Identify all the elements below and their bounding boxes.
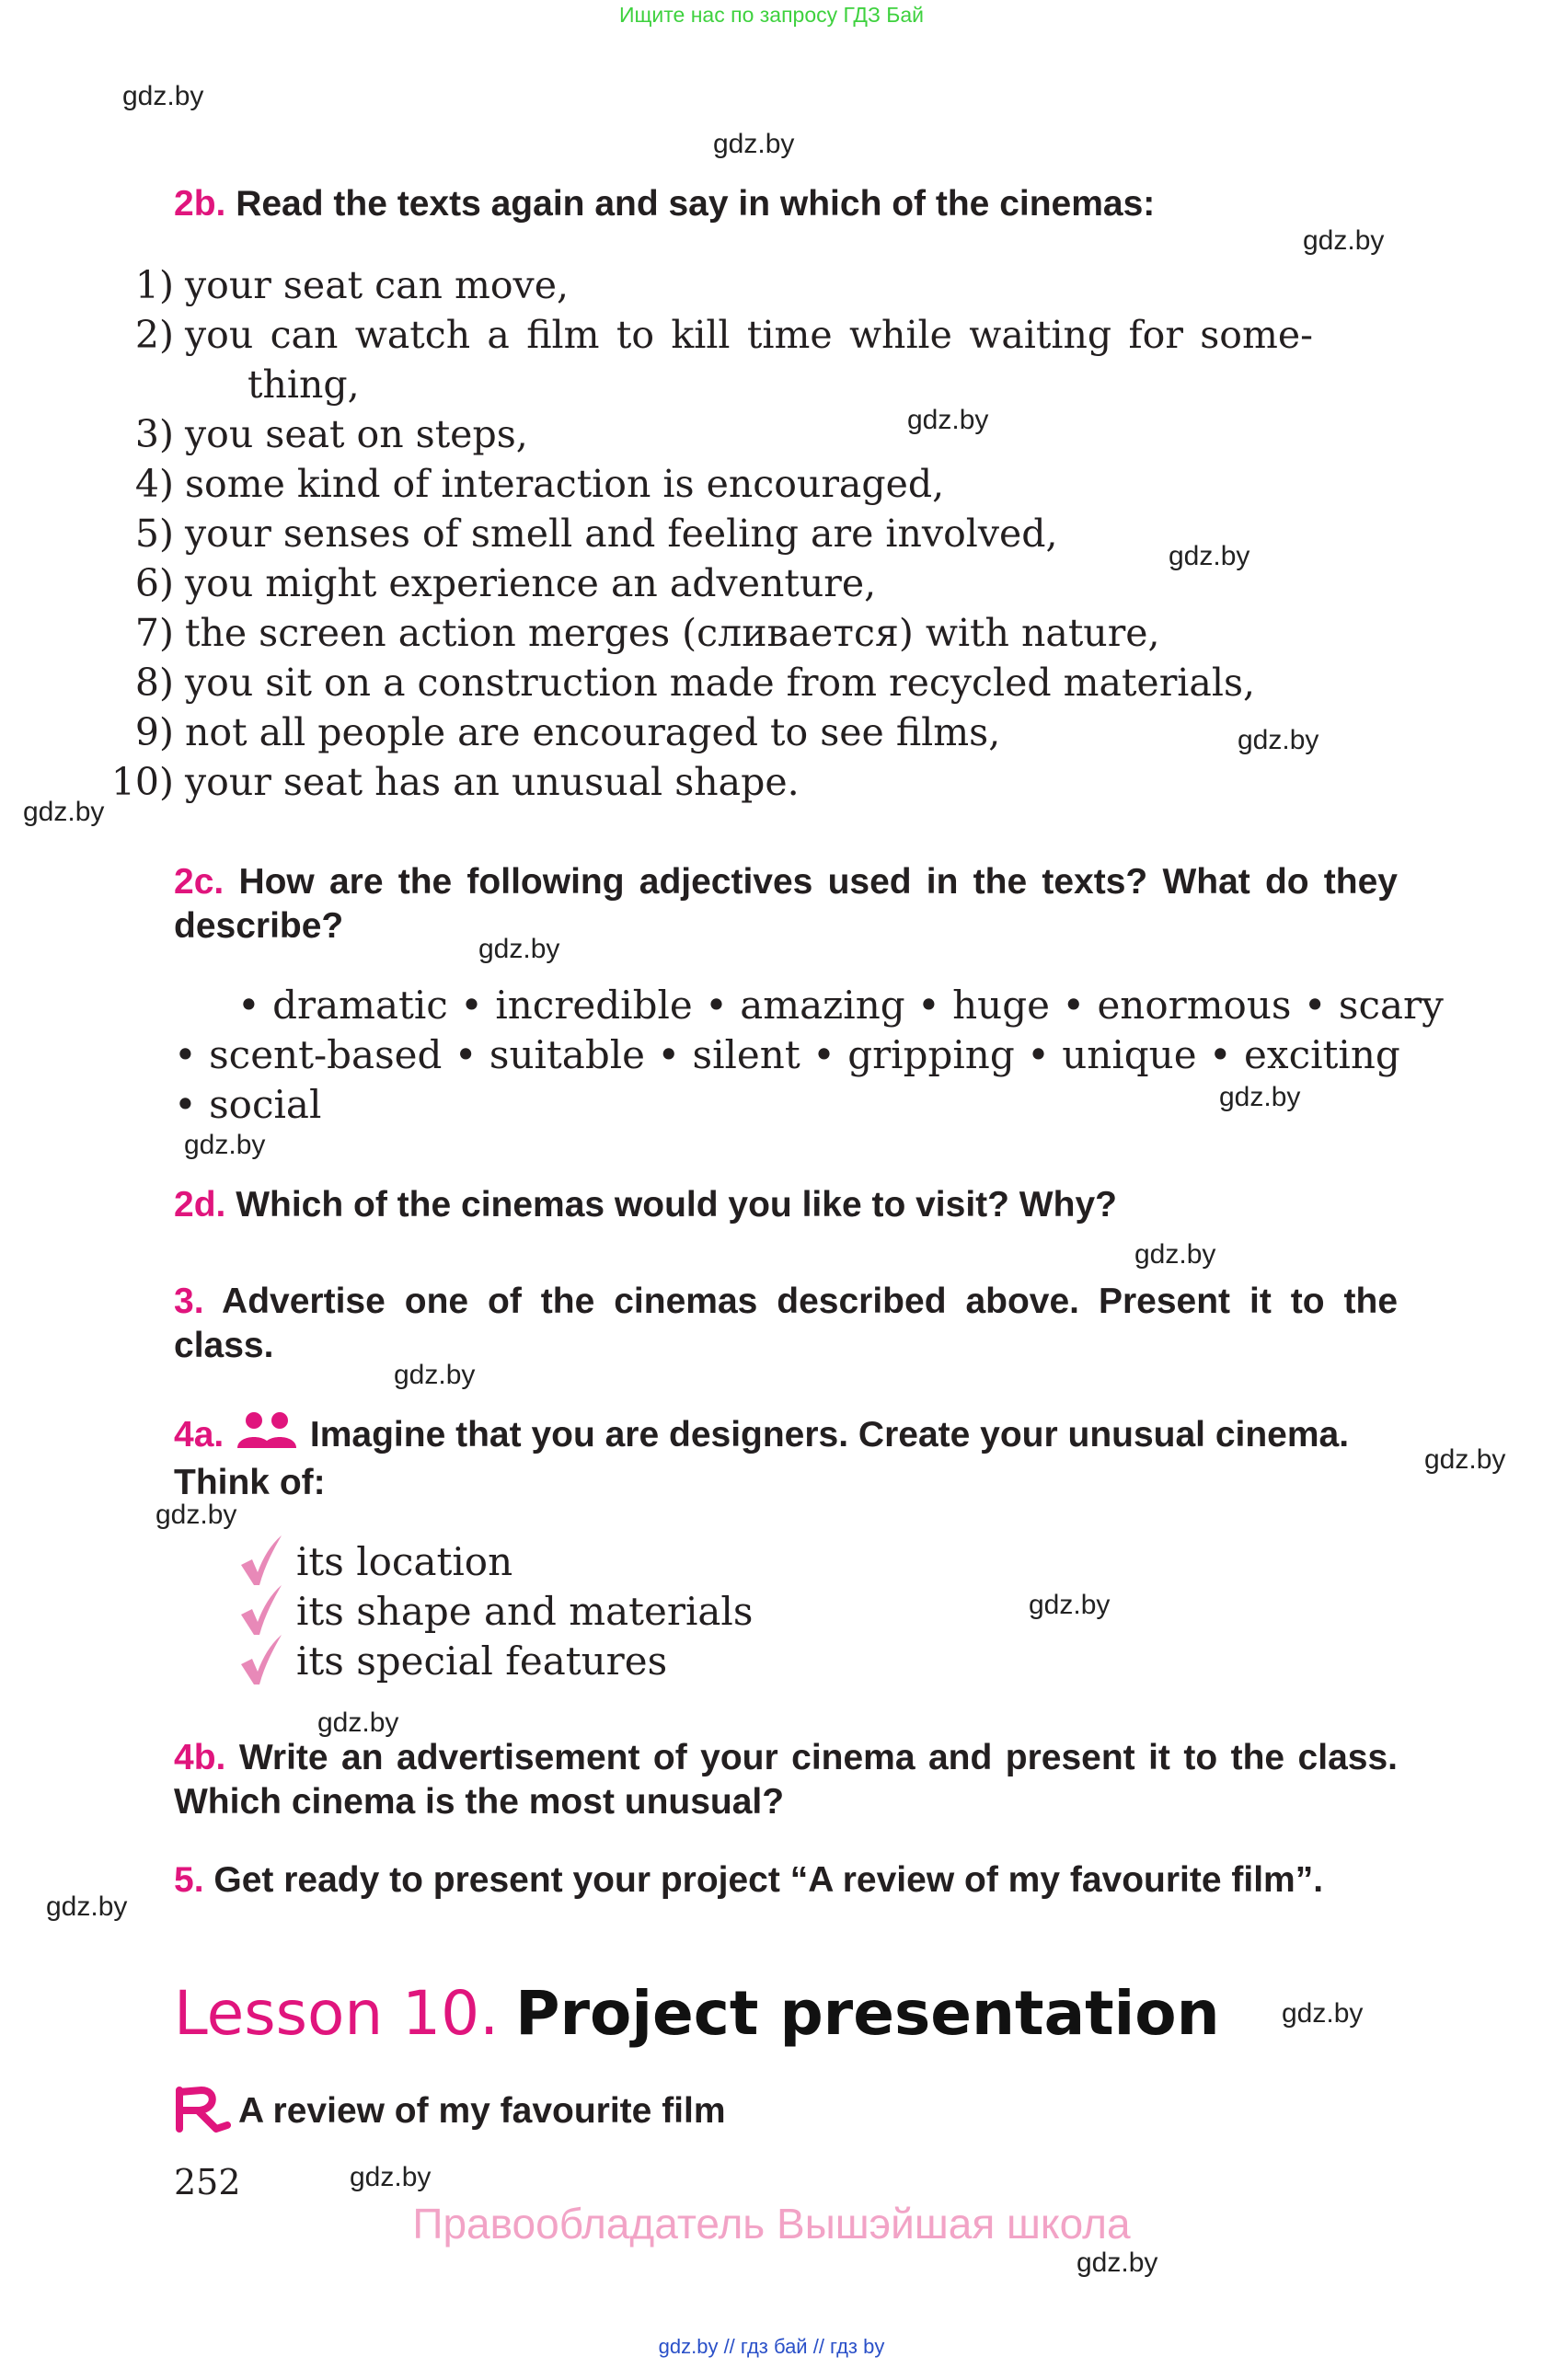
watermark: gdz.by [1282,1998,1364,2029]
watermark: gdz.by [155,1500,237,1530]
checkmark-icon [237,1583,285,1638]
list-item: 2) you can watch a film to kill time while waiting for some- [134,313,1313,357]
task-number: 2b. [174,184,226,224]
task-2c-heading [174,860,1398,949]
list-item: 10) your seat has an unusual shape. [110,760,800,804]
task-4b-heading [174,1736,1398,1824]
page-number: 252 [174,2162,241,2202]
task-text: Get ready to present your project “A review of my favourite film”. [213,1860,1324,1900]
watermark: gdz.by [1238,725,1319,755]
watermark: gdz.by [713,129,795,159]
task-3-heading [174,1280,1398,1368]
checklist-item: its special features [237,1636,667,1685]
adjective-list-line-1: • dramatic • incredible • amazing • huge • enormous • scary [237,983,1444,1028]
lesson-heading [174,1978,1220,2049]
lesson-title: Project presentation [515,1978,1220,2049]
task-number: 4a. [174,1415,225,1454]
copyright-watermark: Правообладатель Вышэйшая школа [412,2200,1131,2248]
lesson-number: Lesson 10. [174,1978,500,2049]
list-item: 4) some kind of interaction is encouraged, [134,462,945,506]
task-text: Write an advertisement of your cinema and present it to the class. Which cinema is the most unusual? [174,1738,1398,1822]
footer-links[interactable]: gdz.by // гдз бай // гдз by [658,2335,885,2358]
list-item: 1) your seat can move, [134,263,570,307]
checkmark-icon [237,1633,285,1688]
list-item: 6) you might experience an adventure, [134,561,877,605]
watermark: gdz.by [46,1891,128,1922]
review-line [174,2087,726,2136]
watermark: gdz.by [394,1360,476,1390]
review-r-icon [174,2087,231,2136]
watermark: gdz.by [907,405,989,435]
task-text: Which of the cinemas would you like to visit? Why? [236,1185,1117,1224]
task-2b-heading [174,182,1398,226]
task-5-heading [174,1858,1398,1903]
task-text: Read the texts again and say in which of the cinemas: [236,184,1156,224]
list-item: 5) your senses of smell and feeling are involved, [134,512,1058,556]
checklist-item: its location [237,1536,512,1586]
watermark: gdz.by [1219,1082,1301,1112]
checkmark-icon [237,1534,285,1589]
task-4a-heading [174,1411,1398,1505]
watermark: gdz.by [1303,225,1385,256]
task-number: 3. [174,1282,204,1321]
task-number: 4b. [174,1738,226,1777]
task-text: How are the following adjectives used in the texts? What do they describe? [174,862,1398,946]
task-2d-heading [174,1183,1398,1227]
watermark: gdz.by [1169,541,1250,571]
list-item-continuation: thing, [248,362,360,407]
watermark: gdz.by [478,934,560,964]
adjective-list-line-3: • social [174,1082,322,1127]
adjective-list-line-2: • scent-based • suitable • silent • gripping • unique • exciting [174,1032,1400,1077]
task-number: 2c. [174,862,225,902]
task-text: Advertise one of the cinemas described above. Present it to the class. [174,1282,1399,1365]
watermark: gdz.by [122,81,204,111]
checklist-item: its shape and materials [237,1586,753,1636]
task-number: 5. [174,1860,204,1900]
watermark: gdz.by [184,1130,266,1160]
watermark: gdz.by [350,2162,432,2192]
list-item: 3) you seat on steps, [134,412,528,456]
task-text: Imagine that you are designers. Create your unusual cinema. Think of: [174,1415,1350,1502]
list-item: 8) you sit on a construction made from recycled materials, [134,661,1256,705]
list-item: 7) the screen action merges (сливается) with nature, [134,611,1160,655]
watermark: gdz.by [1077,2248,1158,2278]
watermark: gdz.by [1424,1444,1506,1475]
watermark: gdz.by [1029,1590,1111,1620]
list-item: 9) not all people are encouraged to see films, [134,710,1001,754]
top-banner[interactable]: Ищите нас по запросу ГДЗ Бай [618,3,925,27]
pair-work-icon [234,1411,300,1461]
watermark: gdz.by [23,797,105,827]
task-number: 2d. [174,1185,226,1224]
review-label: A review of my favourite film [238,2091,726,2131]
watermark: gdz.by [317,1707,399,1738]
watermark: gdz.by [1134,1239,1216,1270]
